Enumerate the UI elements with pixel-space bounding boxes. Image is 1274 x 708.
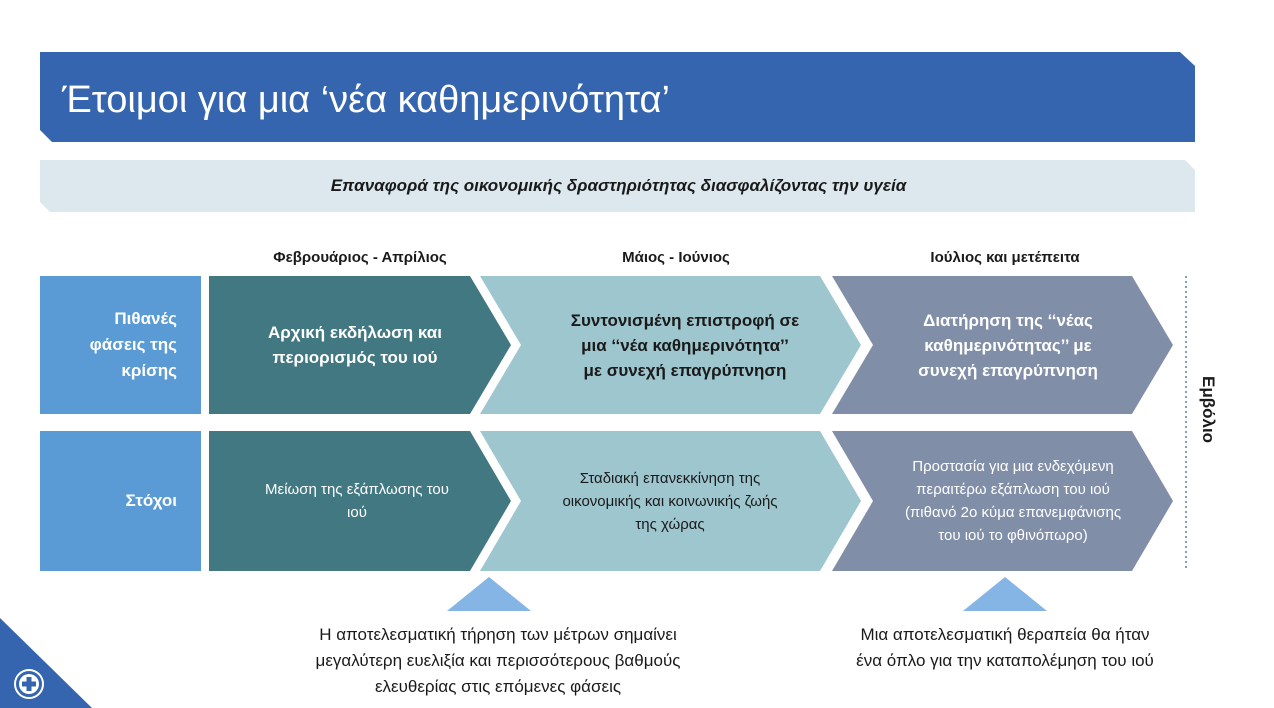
row-label-phases — [40, 276, 201, 414]
note-left-line: Η αποτελεσματική τήρηση των μέτρων σημαίνει — [319, 625, 677, 644]
phase-2-line: με συνεχή επαγρύπνηση — [583, 360, 787, 380]
row-label-phases-line: κρίσης — [121, 361, 177, 380]
phase-3-line: Διατήρηση της ‘‘νέας — [923, 310, 1093, 330]
left-pointer-triangle — [447, 577, 531, 611]
goal-2-line: οικονομικής και κοινωνικής ζωής — [562, 492, 778, 510]
note-left-line: μεγαλύτερη ευελιξία και περισσότερους βαθμούς — [315, 651, 681, 670]
goal-1-text — [212, 431, 502, 571]
page-subtitle: Επαναφορά της οικονομικής δραστηριότητας διασφαλίζοντας την υγεία — [330, 176, 907, 195]
goal-3-line: του ιού το φθινόπωρο) — [938, 527, 1088, 544]
goal-1-line: Μείωση της εξάπλωσης του — [265, 481, 449, 498]
row-label-phases-line: Πιθανές — [114, 309, 177, 328]
row-label-goals-text: Στόχοι — [125, 491, 177, 510]
phase-1-line: περιορισμός του ιού — [272, 348, 438, 367]
phase-2-line: Συντονισμένη επιστροφή σε — [570, 310, 800, 330]
vaccine-label: Εμβόλιο — [1199, 376, 1218, 444]
note-right — [800, 622, 1210, 674]
goal-3-line: Προστασία για μια ενδεχόμενη — [912, 458, 1114, 475]
goal-2-line: της χώρας — [635, 515, 705, 533]
row-label-phases-line: φάσεις της — [89, 335, 177, 354]
note-right-line: Μια αποτελεσματική θεραπεία θα ήταν — [860, 625, 1150, 644]
phase-3-line: συνεχή επαγρύπνηση — [918, 360, 1098, 380]
note-left-line: ελευθερίας στις επόμενες φάσεις — [374, 677, 622, 696]
row-label-goals — [40, 431, 201, 571]
note-right-line: ένα όπλο για την καταπολέμηση του ιού — [856, 651, 1154, 670]
column-header-jul-after: Ιούλιος και μετέπειτα — [930, 249, 1080, 266]
page-title: Έτοιμοι για μια ‘νέα καθημερινότητα’ — [62, 79, 670, 121]
greek-government-emblem-icon — [15, 670, 43, 698]
goal-3-line: (πιθανό 2ο κύμα επανεμφάνισης — [904, 504, 1122, 521]
right-pointer-triangle — [963, 577, 1047, 611]
note-left — [258, 622, 738, 700]
goal-3-line: περαιτέρω εξάπλωση του ιού — [916, 481, 1110, 498]
phase-1-line: Αρχική εκδήλωση και — [267, 323, 442, 342]
phase-1-text — [212, 276, 498, 414]
phase-3-line: καθημερινότητας’’ με — [924, 335, 1092, 355]
goal-1-line: ιού — [347, 504, 367, 521]
column-header-feb-apr: Φεβρουάριος - Απρίλιος — [273, 249, 447, 266]
logo-corner — [0, 618, 92, 708]
goal-3-text — [868, 431, 1158, 571]
goal-2-line: Σταδιακή επανεκκίνηση της — [579, 469, 761, 487]
phase-2-line: μια ‘‘νέα καθημερινότητα’’ — [581, 335, 789, 355]
phase-2-text — [525, 276, 845, 414]
column-header-may-jun: Μάιος - Ιούνιος — [622, 249, 730, 266]
goal-2-text — [525, 431, 815, 571]
phase-3-text — [866, 276, 1150, 414]
